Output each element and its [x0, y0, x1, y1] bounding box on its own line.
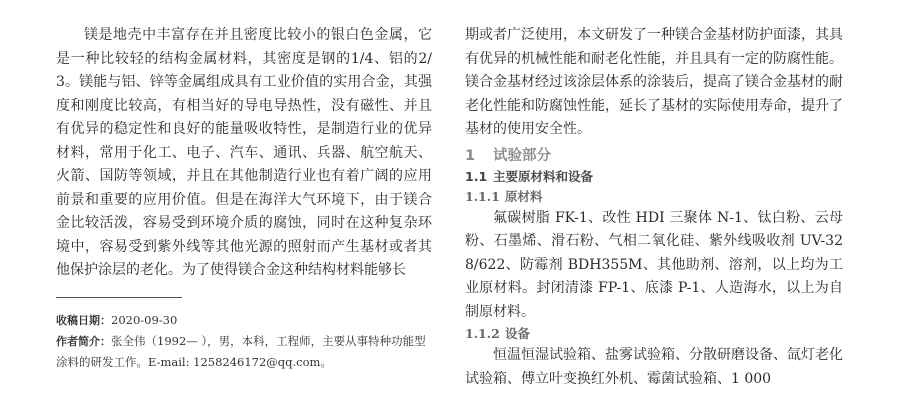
section-number: 1.1: [465, 168, 488, 184]
footnote-received: [56, 310, 432, 331]
author-text: 张全伟（1992— ），男，本科，工程师，主要从事特种功能型涂料的研发工作。E-mail: 1258246172@qq.com。: [56, 333, 426, 369]
section-heading-1: [465, 145, 843, 167]
footnote-author: [56, 331, 432, 373]
section-heading-1-1-2: [465, 324, 843, 344]
received-label: 收稿日期：: [56, 313, 111, 327]
author-label: 作者简介：: [56, 334, 111, 348]
section-number: 1.1.1: [465, 188, 500, 204]
section-title: 原材料: [505, 188, 543, 204]
received-date: 2020-09-30: [111, 312, 178, 327]
intro-paragraph-magnesium: 镁是地壳中丰富存在并且密度比较小的银白色金属，它是一种比较轻的结构金属材料，其密度是钢的1/4、铝的2/3。镁能与铝、锌等金属组成具有工业价值的实用合金，其强度和刚度比较高，有相当好的导电导热性，没有磁性、并且有优异的稳定性和良好的能量吸收特性，是制造行业的优异材料，常用于化工、电子、汽车、通讯、兵器、航空航天、火箭、国防等领域，并且在其他制造行业也有着广阔的应用前景和重要的应用价值。但是在海洋大气环境下，由于镁合金比较活泼，容易受到环境介质的腐蚀，同时在这种复杂环境中，容易受到紫外线等其他光源的照射而产生基材或者其他保护涂层的老化。为了使得镁合金这种结构材料能够长: [56, 27, 432, 278]
right-column: [465, 24, 843, 391]
section-number: 1.1.2: [465, 326, 500, 341]
section-heading-1-1: [465, 167, 843, 187]
left-column: [56, 24, 432, 373]
continued-paragraph: 期或者广泛使用，本文研发了一种镁合金基材防护面漆，其具有优异的机械性能和耐老化性能，并且具有一定的防腐性能。镁合金基材经过该涂层体系的涂装后，提高了镁合金基材的耐老化性能和防腐蚀性能，延长了基材的实际使用寿命，提升了基材的使用安全性。: [465, 27, 843, 137]
materials-paragraph: 氟碳树脂 FK-1、改性 HDI 三聚体 N-1、钛白粉、云母粉、石墨烯、滑石粉、气相二氧化硅、紫外线吸收剂 UV-328/622、防霉剂 BDH355M、其他助剂、溶剂，以上均为工业原材料。封闭清漆 FP-1、底漆 P-1、人造海水，以上为自制原材料。: [465, 209, 843, 320]
section-title: 设备: [505, 326, 531, 341]
section-heading-1-1-1: [465, 187, 843, 207]
section-title: 试验部分: [493, 147, 551, 164]
equipment-paragraph: 恒温恒湿试验箱、盐雾试验箱、分散研磨设备、氙灯老化试验箱、傅立叶变换红外机、霉菌试验箱、1 000: [465, 347, 843, 387]
section-title: 主要原材料和设备: [493, 168, 594, 184]
section-number: 1: [465, 147, 476, 164]
footnote-divider: [56, 297, 182, 298]
